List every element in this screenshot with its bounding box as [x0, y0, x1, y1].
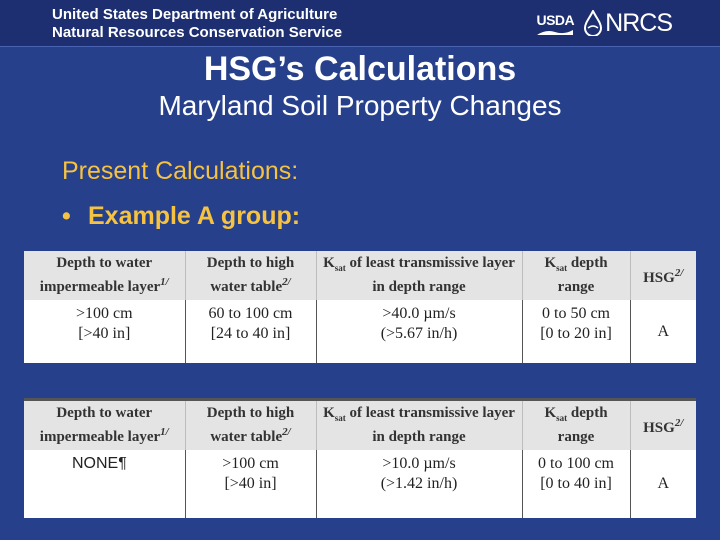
- header-depth-water-table: Depth to high water table$^{2/}$: [185, 251, 316, 300]
- header-ksat-depth-range: $K_{sat}$ depth range: [522, 400, 630, 451]
- cell-depth-water-table: 60 to 100 cm [24 to 40 in]: [185, 300, 316, 363]
- header-depth-impermeable: Depth to water impermeable layer$^{1/}$: [24, 400, 185, 451]
- header-ksat-least: $K_{sat}$ of least transmissive layer in depth range: [316, 251, 522, 300]
- cell-depth-impermeable: >100 cm [>40 in]: [24, 300, 185, 363]
- org-name: [52, 6, 342, 42]
- logos: [536, 8, 672, 38]
- cell-depth-water-table: >100 cm [>40 in]: [185, 450, 316, 518]
- bullet-item: [62, 202, 300, 231]
- header-ksat-depth-range: $K_{sat}$ depth range: [522, 251, 630, 300]
- cell-depth-impermeable: NONE¶: [24, 450, 185, 518]
- present-calculations-label: Present Calculations:: [62, 157, 299, 185]
- slide-title: HSG’s Calculations: [203, 50, 517, 88]
- usda-logo-text: USDA: [536, 11, 575, 28]
- cell-hsg: A: [657, 322, 670, 340]
- header-depth-impermeable: Depth to water impermeable layer$^{1/}$: [24, 251, 185, 300]
- header-hsg: $HSG^{2/}$: [630, 400, 696, 451]
- usda-landscape-icon: [537, 29, 573, 35]
- header-depth-water-table: Depth to high water table$^{2/}$: [185, 400, 316, 451]
- slide-subtitle: Maryland Soil Property Changes: [158, 90, 562, 121]
- org-line-2: Natural Resources Conservation Service: [52, 24, 343, 41]
- bullet-text: Example A group:: [88, 202, 301, 230]
- cell-ksat-depth-range: 0 to 100 cm [0 to 40 in]: [522, 450, 630, 518]
- hsg-table-changed: [24, 398, 696, 518]
- header-hsg: $HSG^{2/}$: [630, 251, 696, 300]
- nrcs-logo-text: NRCS: [605, 8, 672, 37]
- header-bar: [0, 0, 720, 47]
- nrcs-logo: [584, 9, 672, 38]
- water-drop-icon: [584, 10, 602, 36]
- table-row: [24, 300, 696, 363]
- cell-ksat-least: >10.0 µm/s (>1.42 in/h): [316, 450, 522, 518]
- header-ksat-least: $K_{sat}$ of least transmissive layer in depth range: [316, 400, 522, 451]
- bullet-mark: •: [62, 202, 71, 230]
- usda-logo: [536, 12, 574, 35]
- table-header-row: [24, 400, 696, 451]
- table-row: [24, 450, 696, 518]
- org-line-1: United States Department of Agriculture: [52, 6, 338, 23]
- cell-ksat-least: >40.0 µm/s (>5.67 in/h): [316, 300, 522, 363]
- table-header-row: [24, 251, 696, 300]
- cell-hsg: A: [657, 475, 670, 492]
- cell-ksat-depth-range: 0 to 50 cm [0 to 20 in]: [522, 300, 630, 363]
- hsg-table-present: [24, 251, 696, 363]
